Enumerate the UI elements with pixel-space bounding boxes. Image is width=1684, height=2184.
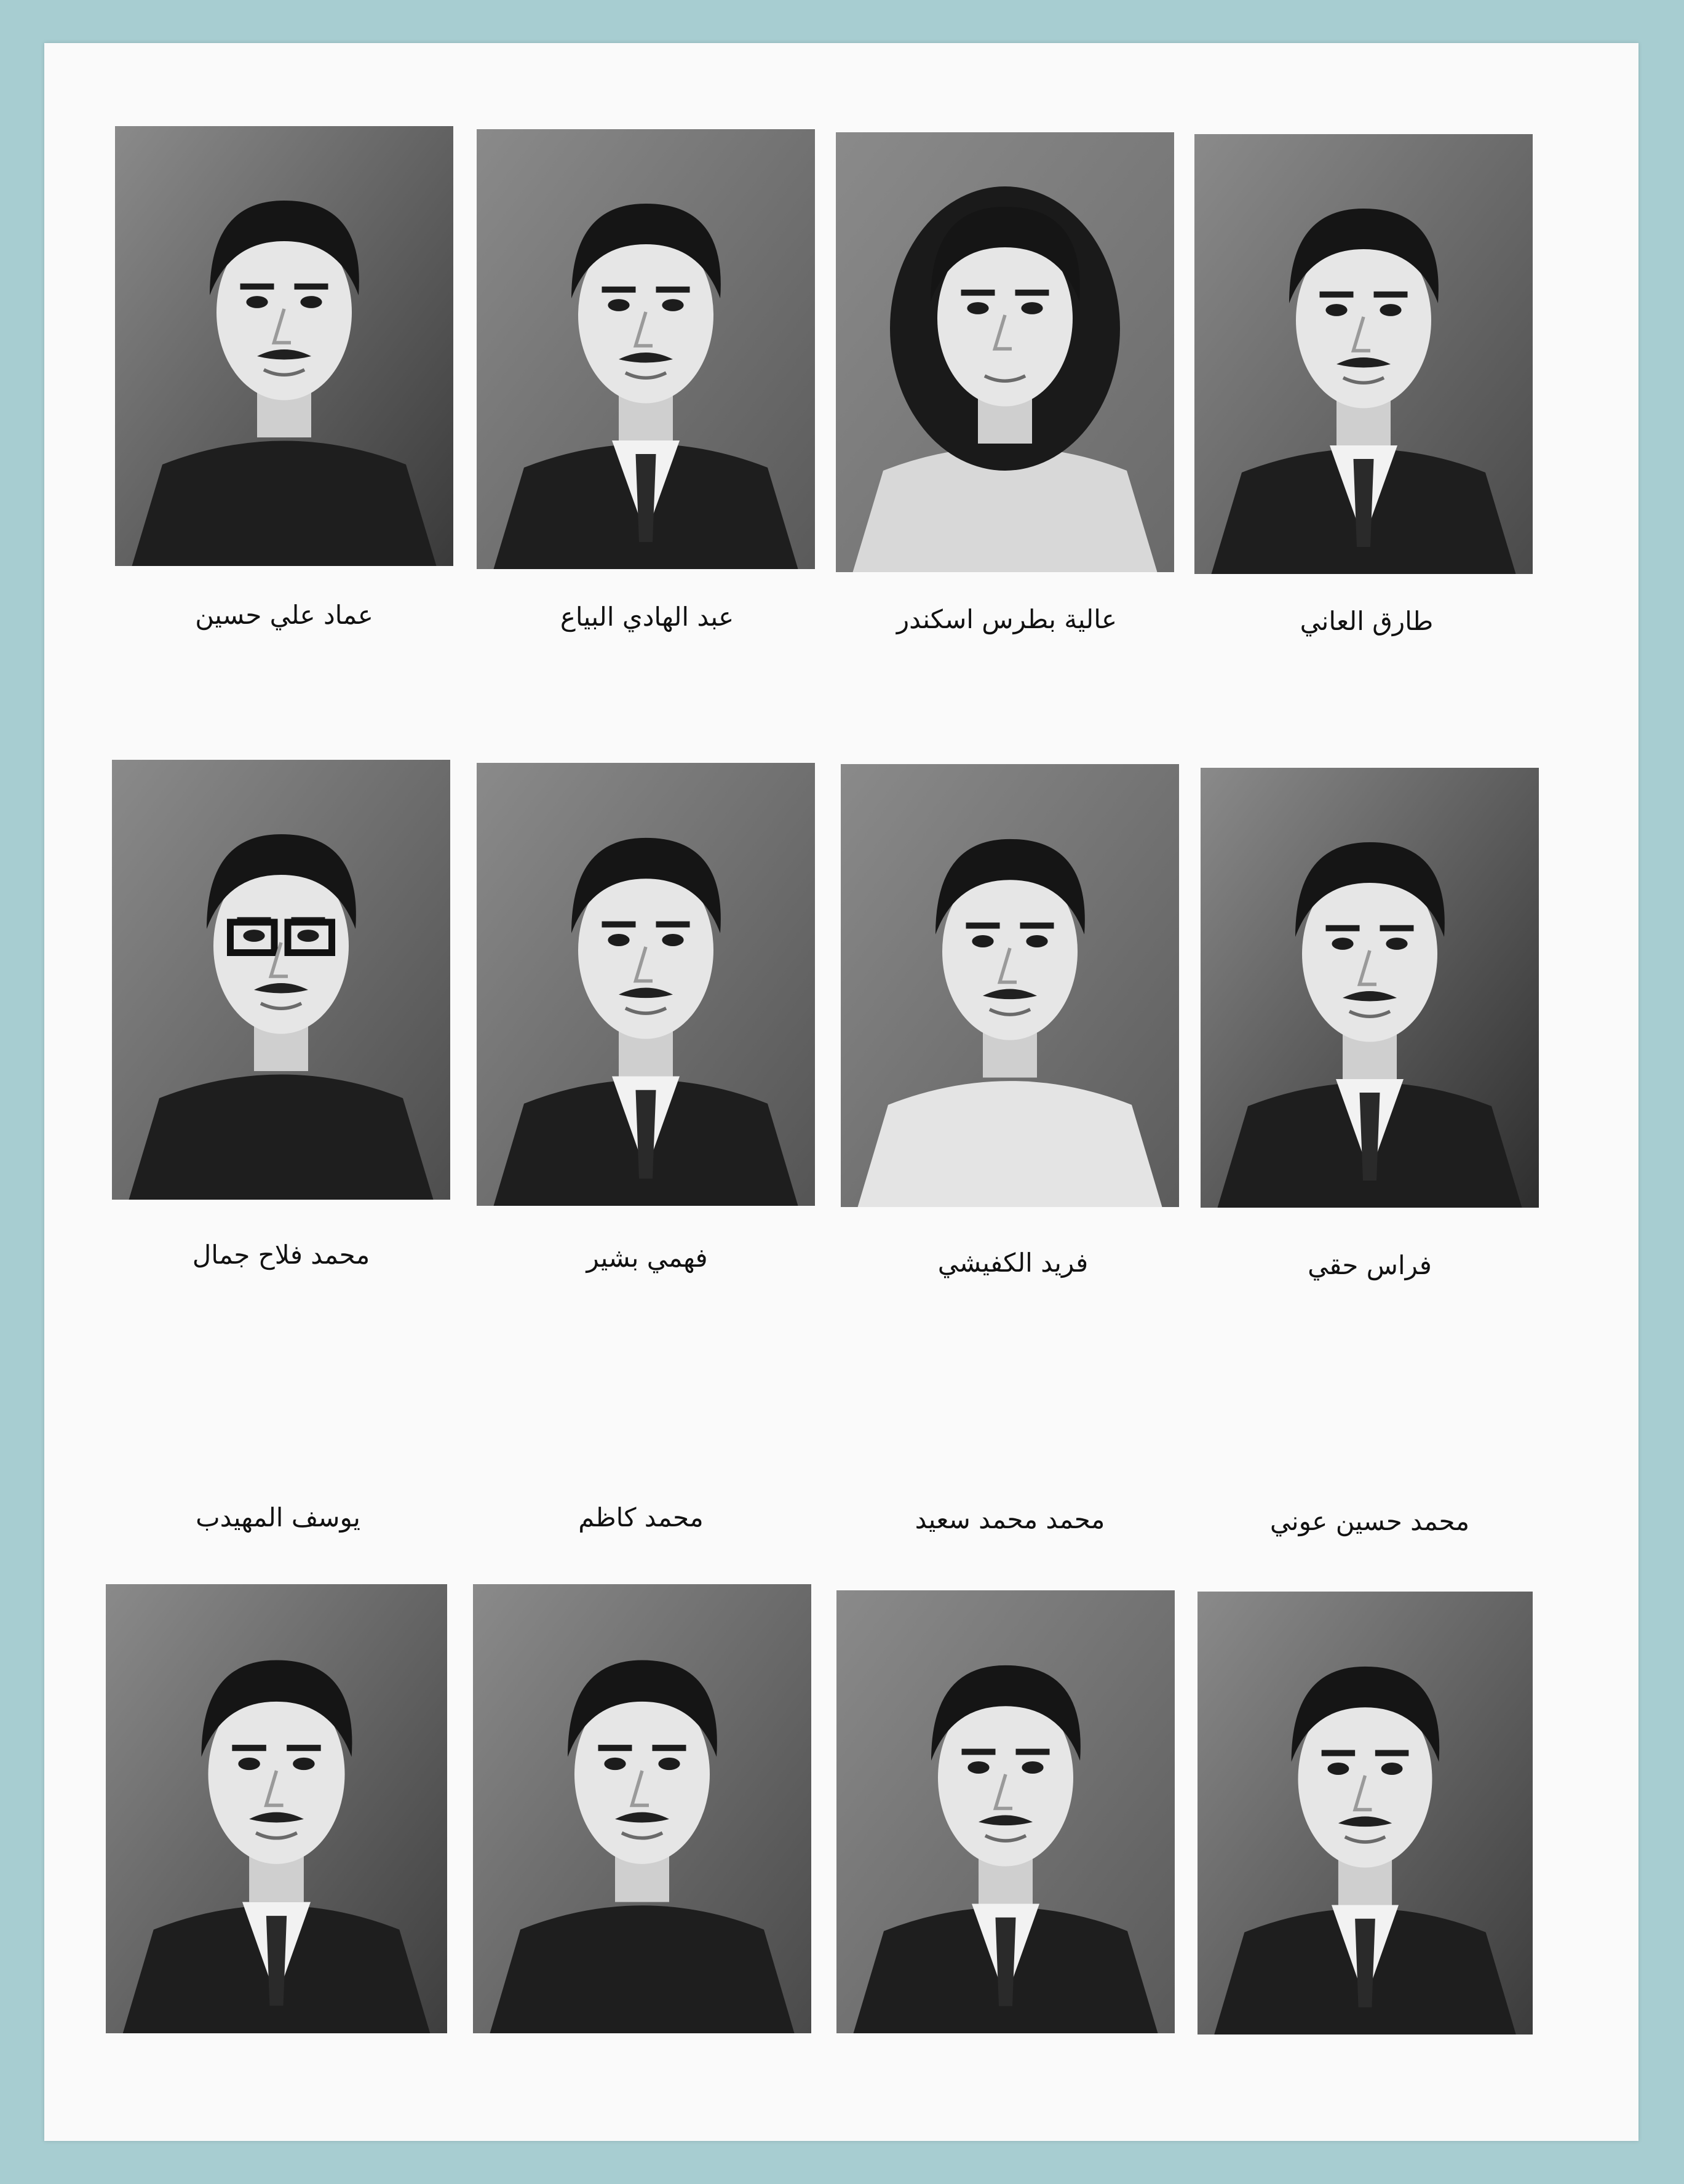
portrait-caption: طارق العاني	[1300, 606, 1434, 636]
portrait-caption: عماد علي حسين	[195, 600, 373, 630]
portrait-caption: عبد الهادي البياع	[560, 602, 734, 632]
portrait-photo	[473, 1584, 811, 2033]
yearbook-page	[44, 43, 1638, 2141]
portrait-caption: محمد حسين عوني	[1269, 1506, 1470, 1536]
portrait-caption: عالية بطرس اسكندر	[896, 604, 1118, 634]
portrait-caption: فريد الكفيشي	[937, 1248, 1089, 1278]
portrait-caption: يوسف المهيدب	[196, 1502, 360, 1532]
portrait-caption: محمد كاظم	[578, 1502, 704, 1532]
portrait-photo	[115, 126, 453, 566]
portrait-photo	[112, 760, 450, 1200]
portrait-caption: فراس حقي	[1308, 1250, 1432, 1280]
portrait-photo	[106, 1584, 447, 2033]
portrait-caption: محمد محمد سعيد	[915, 1504, 1105, 1534]
portrait-photo	[477, 763, 815, 1206]
portrait-photo	[1194, 134, 1533, 574]
portrait-photo	[1197, 1592, 1533, 2035]
portrait-photo	[1201, 768, 1539, 1208]
portrait-photo	[836, 132, 1174, 572]
portrait-photo	[841, 764, 1179, 1207]
portrait-photo	[477, 129, 815, 569]
portrait-caption: محمد فلاح جمال	[192, 1240, 370, 1270]
portrait-caption: فهمي بشير	[586, 1243, 708, 1273]
portrait-photo	[836, 1590, 1175, 2033]
